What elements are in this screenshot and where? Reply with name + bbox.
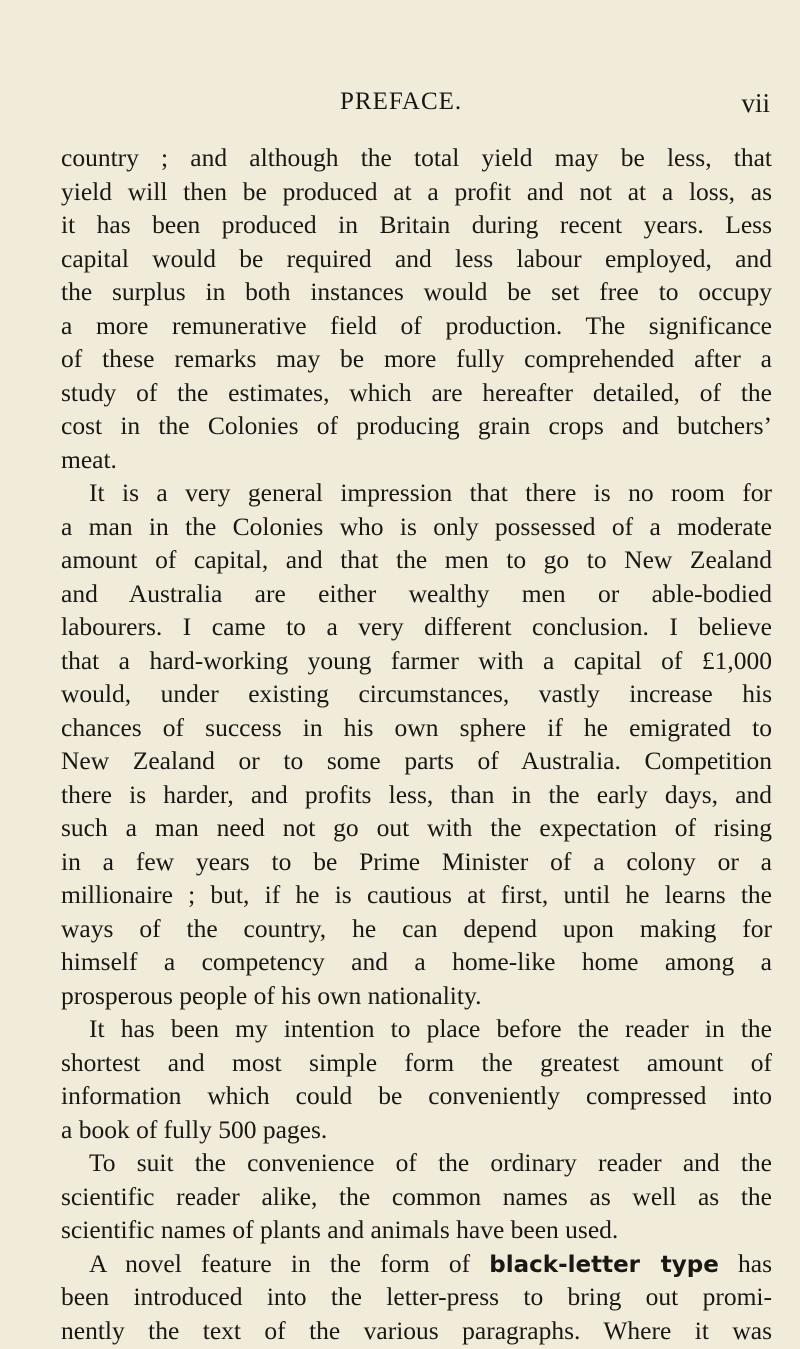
text-line: It is a very general impression that there is no room for [89, 478, 772, 507]
text-line: New Zealand or to some parts of Australia. Competition [61, 746, 772, 775]
body-text [61, 141, 772, 1347]
text-line: meat. [61, 444, 117, 474]
text-line: and Australia are either wealthy men or able-bodied [61, 578, 772, 608]
text-segment: A novel feature in the form of [89, 1248, 490, 1278]
text-line: it has been produced in Britain during recent years. Less [61, 210, 772, 239]
text-line: a book of fully 500 pages. [61, 1114, 328, 1144]
text-line: a man in the Colonies who is only possessed of a moderate [61, 511, 772, 541]
text-line: labourers. I came to a very different conclusion. I believe [61, 612, 772, 641]
text-line: yield will then be produced at a profit and not at a loss, as [61, 176, 772, 206]
text-line: would, under existing circumstances, vastly increase his [61, 679, 772, 708]
running-head [60, 88, 770, 128]
text-line: chances of success in his own sphere if he emigrated to [61, 712, 772, 742]
text-line: in a few years to be Prime Minister of a colony or a [61, 846, 772, 876]
text-line: the surplus in both instances would be set free to occupy [61, 277, 772, 306]
text-line: information which could be conveniently compressed into [61, 1081, 772, 1110]
text-line: study of the estimates, which are hereafter detailed, of the [61, 377, 772, 407]
text-line [61, 1247, 772, 1281]
text-line: scientific names of plants and animals have been used. [61, 1215, 619, 1244]
text-line: amount of capital, and that the men to go to New Zealand [61, 545, 772, 574]
text-line: To suit the convenience of the ordinary reader and the [89, 1148, 772, 1177]
text-line: there is harder, and profits less, than in the early days, and [61, 779, 772, 809]
text-line: capital would be required and less labour employed, and [61, 243, 772, 273]
text-line: country ; and although the total yield may be less, that [61, 143, 772, 172]
text-line: a more remunerative field of production. The significance [61, 310, 772, 340]
text-line: ways of the country, he can depend upon making for [61, 913, 772, 943]
text-line: scientific reader alike, the common names as well as the [61, 1181, 772, 1211]
text-line: nently the text of the various paragraphs. Where it was [61, 1315, 772, 1345]
text-line: that a hard-working young farmer with a capital of £1,000 [61, 645, 772, 675]
text-line: shortest and most simple form the greatest amount of [61, 1047, 772, 1077]
text-line: prosperous people of his own nationality. [61, 980, 482, 1010]
text-line: millionaire ; but, if he is cautious at first, until he learns the [61, 880, 772, 909]
text-line: himself a competency and a home-like home among a [61, 947, 772, 976]
black-letter-emphasis: black-letter type [489, 1251, 719, 1278]
text-line: of these remarks may be more fully comprehended after a [61, 344, 772, 373]
text-line: been introduced into the letter-press to bring out promi- [61, 1282, 772, 1311]
running-title: PREFACE. [340, 88, 463, 115]
text-line: cost in the Colonies of producing grain crops and butchers’ [61, 411, 772, 440]
page-number: vii [741, 88, 770, 118]
text-segment: has [718, 1248, 772, 1278]
text-line: It has been my intention to place before the reader in the [89, 1014, 772, 1043]
text-line: such a man need not go out with the expectation of rising [61, 813, 772, 842]
